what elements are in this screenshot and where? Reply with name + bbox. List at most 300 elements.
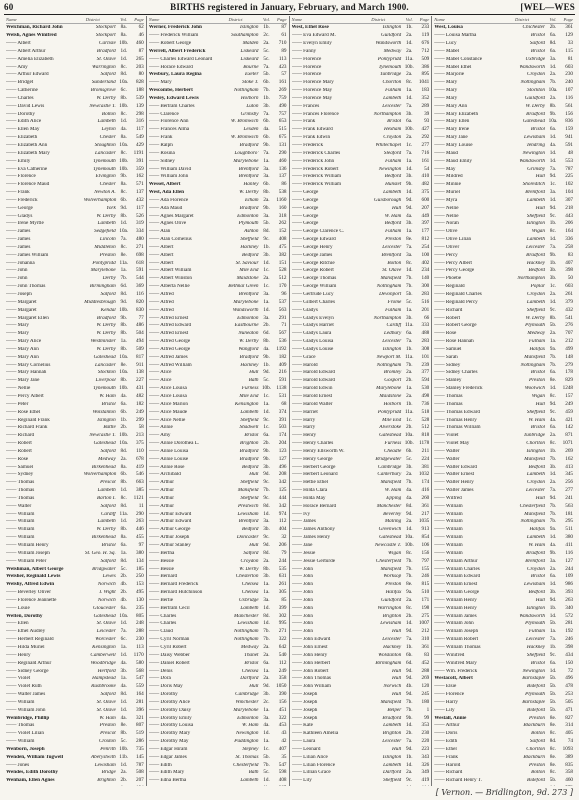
entry-page: 32 [281,534,287,541]
entry-district: Norwich [383,684,402,690]
entry-district: Medway [527,331,545,337]
entry-vol: 10a. [119,612,129,619]
entry-district: Islington [97,417,116,423]
entry-name: —— Jane [291,543,313,548]
entry-district: Malden [242,41,259,46]
entry-name: —— Arthur Edward [148,511,192,517]
register-entry [6,738,144,746]
entry-district: Woolwich [524,386,545,392]
entry-district: Cambridge [235,692,259,698]
entry-vol: 8c. [120,110,127,117]
register-entry [434,165,573,173]
entry-page: 710 [278,40,287,46]
entry-vol: 9d. [406,675,413,682]
entry-name: —— Florence [6,174,36,180]
entry-name: —— Olive [434,229,458,235]
entry-page: 248 [135,620,144,627]
entry-page: 244 [278,557,287,564]
entry-district: Northampton [517,276,545,282]
entry-name: —— Minnie [434,182,461,188]
entry-name: —— Charles [148,613,177,619]
register-entry [6,675,144,683]
entry-district: Brentford [238,166,259,172]
entry-name: —— George [291,190,319,196]
entry-district: Grimsby [527,166,545,172]
entry-name: —— George [6,205,33,211]
entry-page: 104 [565,189,573,196]
entry-page: 653 [278,118,287,125]
entry-name: —— John [291,566,313,572]
entry-name: —— Mary Hannah [6,370,47,376]
entry-district: Hull [535,205,545,211]
register-entry [292,534,430,542]
register-entry [6,126,144,134]
entry-name: —— James Anthony [291,527,336,533]
register-entry [149,699,287,707]
entry-page: 181 [565,510,573,517]
entry-page: 410 [421,173,430,180]
entry-vol: 6a. [406,118,413,125]
entry-name: —— Frederick [291,142,324,148]
register-entry [292,110,430,118]
entry-vol: 4a. [406,212,413,219]
entry-name: —— Frederick William [148,33,199,39]
register-entry [149,126,287,134]
entry-district: Lancaster [95,150,116,156]
entry-district: Hull [249,684,259,690]
entry-page: 518 [421,408,430,415]
entry-vol: 6b. [120,196,127,203]
entry-page: 224 [421,455,430,462]
entry-vol: 3a. [263,314,270,321]
register-entry [292,40,430,48]
entry-district: Chorlton [382,80,402,86]
entry-district: Lancaster [95,362,116,368]
register-entry [149,777,287,785]
entry-page: 207 [421,204,430,211]
entry-vol: 8c. [406,79,413,86]
entry-vol: 5b. [263,220,270,227]
entry-page: 539 [135,94,144,101]
entry-vol: 1b. [549,220,557,227]
entry-name: —— Beverley Oliver [6,590,51,596]
entry-vol: 1b. [549,259,557,266]
entry-name: —— Doris May [148,684,183,690]
entry-name: Wessel, Albert [148,182,181,188]
entry-page: 460 [565,777,573,784]
entry-vol: 5b. [549,706,557,713]
register-entry [6,565,144,573]
entry-district: Brentford [525,558,545,564]
entry-vol: 5c. [406,455,413,462]
entry-vol: 4a. [549,542,557,548]
entry-district: Hull [249,543,259,548]
entry-name: —— Edgar Hiram [148,746,188,752]
register-entry [149,746,287,754]
entry-name: —— Alfred James [148,354,188,360]
entry-page: 241 [565,494,573,501]
entry-vol: 10a. [119,228,129,235]
entry-vol: 1a. [263,581,270,588]
register-entry [6,393,144,401]
register-entry [434,432,573,440]
entry-vol: 2a. [549,479,557,486]
entry-vol: 7b. [406,573,413,580]
register-entry [149,71,287,79]
entry-vol: 8b. [120,330,127,337]
register-entry [292,479,430,487]
entry-page: 591 [278,377,287,384]
entry-page: 288 [135,628,144,635]
entry-district: Bedford [528,268,545,274]
entry-name: —— Ellen May [6,127,40,133]
entry-page: 375 [421,189,430,196]
entry-district: W. Derby [96,213,116,219]
entry-name: —— Amy [6,64,28,70]
register-entry [434,589,573,597]
entry-name: —— Florence May [291,95,333,101]
entry-vol: 1d. [120,220,127,227]
entry-district: Bradford [96,315,116,321]
register-entry [149,495,287,503]
entry-page: 411 [565,542,573,548]
entry-page: 986 [565,581,573,588]
entry-district: Marylebone [233,707,259,713]
entry-page: 305 [278,589,287,596]
entry-district: W. Derby [239,566,259,572]
entry-vol: 7b. [406,361,413,368]
entry-page: 591 [565,141,573,148]
entry-district: Epping [386,495,402,501]
entry-name: —— Frank [434,754,459,760]
entry-page: 381 [421,463,430,470]
entry-district: Hull [535,174,545,180]
entry-district: Medway [98,456,116,462]
entry-district: Brentford [238,519,259,525]
entry-district: Islington [382,754,402,760]
entry-vol: 1a. [549,628,557,635]
entry-page: 598 [278,769,287,776]
register-entry [292,283,430,291]
register-entry [292,620,430,628]
entry-vol: 2a. [263,557,270,564]
entry-name: —— Arthur [148,495,174,501]
entry-vol: 1a. [406,228,413,235]
entry-name: —— Mabel Ethel [434,64,472,70]
register-entry [434,299,573,307]
entry-district: Lewisham [380,621,402,627]
entry-page: 369 [135,283,144,290]
entry-name: —— Arthur Joseph [148,535,190,541]
entry-page: 1170 [133,651,144,658]
entry-page: 318 [278,212,287,219]
register-entry [434,110,573,118]
entry-name: —— Alice Louisa [148,393,187,399]
entry-district: Guisborough [374,197,402,203]
entry-page: 535 [278,565,287,572]
entry-district: Salford [100,72,116,78]
entry-vol: 9c. [549,651,557,658]
register-entry [149,534,287,542]
entry-page: 391 [135,157,144,164]
entry-vol: 1b. [406,753,413,760]
entry-page: 567 [278,330,287,337]
entry-district: Lambeth [240,778,259,784]
register-entry [149,510,287,518]
entry-vol: 11a. [404,408,414,415]
entry-name: —— Reginald Frank [6,417,50,423]
register-entry [292,542,430,550]
entry-name: —— Robert [434,315,461,321]
entry-page: 81 [567,55,573,62]
entry-page: 563 [278,306,287,313]
entry-name: —— Thomas Edward [434,409,480,415]
register-entry [149,322,287,330]
register-entry [292,165,430,173]
entry-district: Birkenhead [91,464,116,470]
entry-district: Plymouth [238,221,259,227]
register-entry [6,581,144,589]
entry-page: 820 [135,298,144,305]
entry-page: 541 [565,314,573,321]
entry-vol: 1a. [120,549,127,556]
register-entry [292,251,430,259]
entry-district: W. Derby [96,527,116,533]
entry-district: Blackburn [523,723,545,729]
register-entry [434,197,573,205]
register-entry [434,353,573,361]
entry-district: W. Ham [528,543,545,548]
entry-vol: 1b. [263,243,270,250]
entry-page: 423 [278,63,287,70]
entry-vol: 1d. [120,55,127,62]
entry-name: —— Stanley Frederick [434,386,483,392]
register-entry [434,777,573,785]
entry-district: Barton I. [97,495,116,501]
entry-name: —— Percy George [434,268,475,274]
entry-name: —— Reginald Arthur [6,660,52,666]
entry-district: W. Ham [99,393,116,399]
entry-vol: 4a. [120,392,127,399]
entry-name: —— Bernard [148,574,178,580]
entry-name: —— Percy Albert [6,393,44,399]
entry-name: —— Agnes Olive [148,221,187,227]
register-entry [149,550,287,558]
entry-name: —— Arthur [148,480,174,486]
register-entry [149,228,287,236]
entry-name: —— Lucy [434,41,457,46]
entry-vol: 9d. [406,691,413,698]
entry-page: 759 [278,94,287,101]
entry-district: Chichester [522,25,545,31]
entry-page: 99 [424,714,430,721]
entry-name: —— Harold Edward [291,378,336,384]
entry-vol: 10b. [119,102,129,109]
entry-page: 496 [565,675,573,682]
register-entry [6,369,144,377]
entry-vol: 9a. [549,526,557,533]
entry-district: Tynemouth [93,386,116,392]
entry-district: Leicester [525,244,545,250]
entry-district: Lambeth [97,119,116,125]
entry-district: Bristol [530,48,545,54]
entry-district: Hanley [243,182,259,188]
entry-district: Gateshead [93,613,116,619]
entry-district: Guildford [524,95,545,101]
entry-name: Westacott, Albert [434,676,473,682]
register-entry [149,659,287,667]
entry-district: Marylebone [233,158,259,164]
entry-name: —— Walter James [434,488,474,494]
entry-name: —— Alfred George [148,339,191,345]
entry-name: —— Robert George [148,41,192,46]
entry-name: —— William Peter [6,558,47,564]
entry-page: 177 [421,228,430,235]
entry-vol: 8c. [549,392,557,399]
register-entry [292,440,430,448]
entry-page: 830 [135,306,144,313]
register-entry [149,173,287,181]
entry-vol: 1c. [263,267,270,274]
register-entry [6,652,144,660]
entry-page: 663 [135,479,144,486]
register-entry [149,432,287,440]
entry-vol: 1d. [406,94,413,101]
column-header-district: District [228,17,243,22]
entry-name: —— Frances [291,103,320,109]
entry-name: Welshman, Albert George [6,566,64,572]
register-entry [434,228,573,236]
entry-district: Mansfield [380,276,402,282]
entry-page: 106 [421,542,430,548]
entry-name: —— Mary Alice [6,339,42,345]
entry-page: 546 [135,471,144,478]
entry-district: Mansfield [524,456,545,462]
entry-page: 240 [565,79,573,86]
entry-page: 504 [135,330,144,337]
entry-page: 402 [421,259,430,266]
entry-district: Barnstaple [522,676,545,682]
entry-name: —— Joseph [6,292,32,297]
register-entry [434,440,573,448]
entry-district: Wigan [387,550,402,556]
entry-vol: 6b. [263,134,270,141]
entry-district: Stepney [242,746,259,752]
entry-district: Northampton [373,315,402,321]
register-entry [149,769,287,777]
entry-page: 805 [135,612,144,619]
entry-name: —— Bessie [148,558,174,564]
register-columns [4,16,575,786]
register-entry [292,652,430,660]
register-entry [292,377,430,385]
entry-page: 288 [421,667,430,674]
column-header-page: Page [134,17,144,22]
entry-name: —— Archibald [148,472,181,478]
entry-name: —— Lilian Alice [291,754,328,760]
entry-page: 279 [565,361,573,368]
register-entry [292,87,430,95]
entry-vol: 1d. [406,165,413,172]
entry-name: —— Eva Edward M. [291,33,336,39]
column-header-district: District [85,17,100,22]
entry-district: Halifax [385,590,402,596]
entry-page: 446 [135,526,144,533]
register-entry [6,189,144,197]
entry-page: 216 [278,369,287,376]
register-entry [149,644,287,652]
entry-vol: 8d. [263,612,270,619]
entry-vol: 1d. [263,259,270,266]
register-entry [292,322,430,330]
entry-district: Croydon [527,480,545,486]
entry-name: —— Bridget [6,80,34,86]
entry-name: —— Hilda May [291,495,326,501]
register-entry [149,212,287,220]
entry-page: 591 [135,267,144,274]
entry-vol: 8b. [120,377,127,384]
entry-district: Nottingham [234,88,259,94]
entry-page: 249 [565,400,573,407]
entry-district: Birmingham [375,660,402,666]
entry-vol: 6a. [549,47,557,54]
entry-page: 509 [421,55,430,62]
entry-district: Stockton [97,370,116,376]
entry-district: Pontypridd [377,56,402,62]
register-entry [149,63,287,71]
entry-page: 941 [565,134,573,141]
register-entry [6,55,144,63]
entry-name: —— Florence Jeannette [6,597,57,603]
entry-vol: 7a. [263,149,270,156]
register-entry [149,338,287,346]
entry-page: 254 [421,243,430,250]
entry-name: —— Lily [434,707,455,713]
entry-vol: 8c. [549,440,557,447]
entry-district: Lambeth [526,197,545,203]
entry-district: Bedford [241,252,259,258]
entry-vol: 3a. [263,291,270,297]
entry-vol: 8d. [406,502,413,509]
entry-district: W. Bromwich [230,119,259,125]
entry-district: Hull [392,668,402,674]
entry-district: Stockton [527,88,545,94]
entry-district: Lambeth [526,237,545,243]
entry-page: 380 [135,549,144,556]
entry-vol: 9b. [406,714,413,721]
entry-name: —— Frances Florence [291,111,339,117]
register-entry [149,667,287,675]
entry-vol: 1d. [406,620,413,627]
register-entry [149,150,287,158]
entry-vol: 1d. [406,40,413,46]
entry-name: —— Florence [291,64,322,70]
entry-district: Cambridge [377,464,402,470]
entry-district: Lambeth [383,95,402,101]
entry-name: —— Alice [148,370,172,376]
entry-vol: 10b. [404,126,414,133]
entry-vol: 1d. [263,408,270,415]
register-entry [149,393,287,401]
entry-page: 112 [278,518,287,525]
entry-page: 408 [278,236,287,243]
register-entry [434,518,573,526]
entry-page: 113 [278,55,287,62]
entry-name: —— Walter [434,456,460,462]
register-entry [6,510,144,518]
entry-page: 396 [135,706,144,713]
register-entry [6,377,144,385]
